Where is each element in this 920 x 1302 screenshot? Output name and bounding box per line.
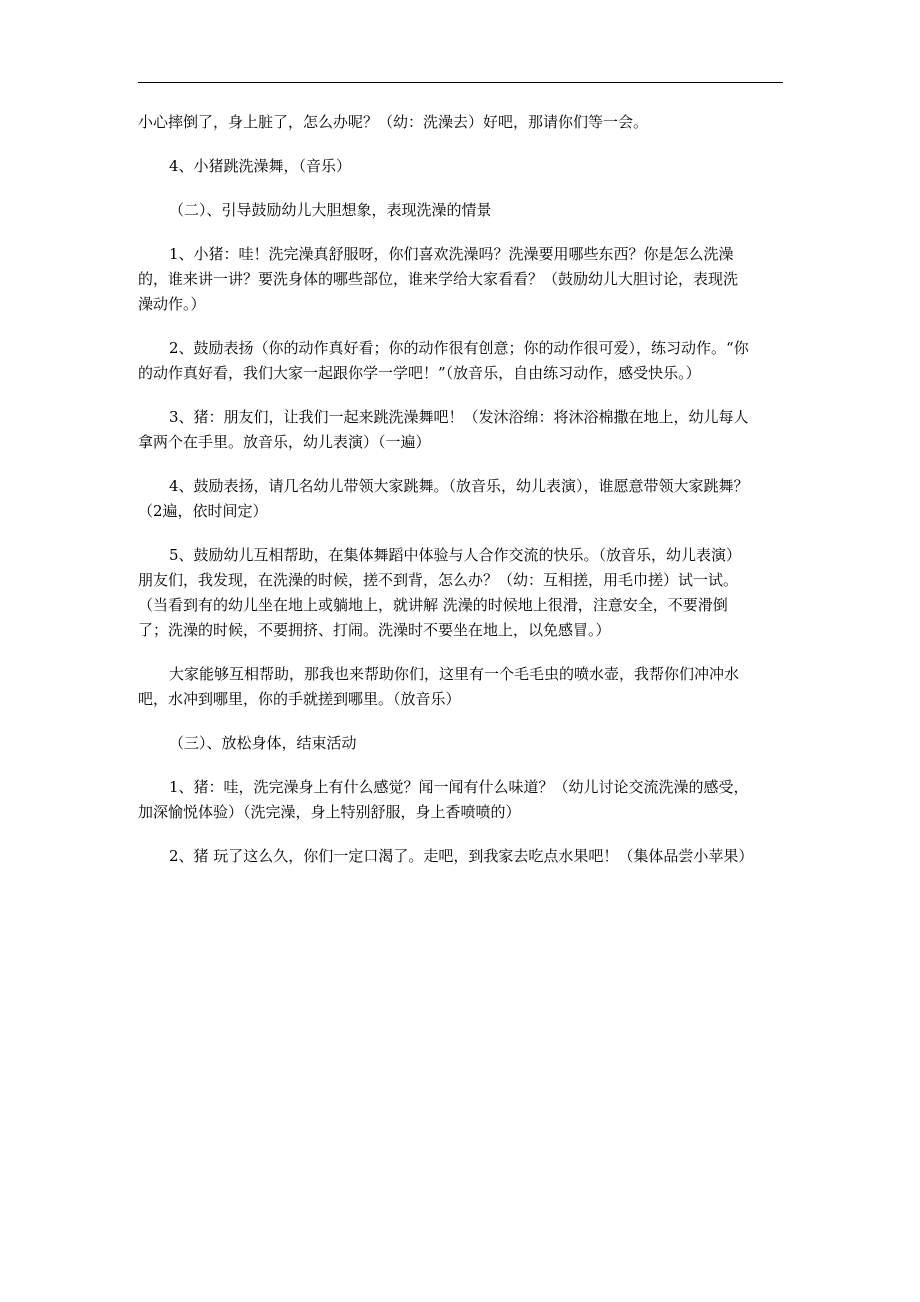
paragraph-7 xyxy=(138,474,790,524)
text-line: 澡动作。） xyxy=(138,295,206,313)
text-line: （三）、放松身体，结束活动 xyxy=(169,734,357,752)
paragraph-1 xyxy=(138,110,790,135)
paragraph-8 xyxy=(138,543,790,643)
text-line: （当看到有的幼儿坐在地上或躺地上，就讲解 洗澡的时候地上很滑，注意安全，不要滑倒 xyxy=(138,596,728,614)
section-heading-2 xyxy=(138,198,790,223)
text-line: 2、鼓励表扬（你的动作真好看；你的动作很有创意；你的动作很可爱），练习动作。“你 xyxy=(169,339,749,357)
text-line: 加深愉悦体验）（洗完澡，身上特别舒服，身上香喷喷的） xyxy=(138,803,521,821)
text-line: 的，谁来讲一讲？要洗身体的哪些部位，谁来学给大家看看？（鼓励幼儿大胆讨论，表现洗 xyxy=(138,270,739,288)
header-rule xyxy=(138,82,783,83)
text-line: 吧，水冲到哪里，你的手就搓到哪里。（放音乐） xyxy=(138,690,461,708)
section-heading-3 xyxy=(138,731,790,756)
text-line: 了；洗澡的时候，不要拥挤、打闹。洗澡时不要坐在地上，以免感冒。） xyxy=(138,621,611,639)
text-line: 拿两个在手里。放音乐，幼儿表演）（一遍） xyxy=(138,433,431,451)
paragraph-2 xyxy=(138,154,790,179)
text-line: 大家能够互相帮助，那我也来帮助你们，这里有一个毛毛虫的喷水壶，我帮你们冲冲水 xyxy=(169,665,740,683)
paragraph-6 xyxy=(138,405,790,455)
text-line: 1、猪：哇，洗完澡身上有什么感觉？闻一闻有什么味道？（幼儿讨论交流洗澡的感受， xyxy=(169,778,749,796)
text-line: 朋友们，我发现，在洗澡的时候，搓不到背，怎么办？（幼：互相搓，用毛巾搓）试一试。 xyxy=(138,571,739,589)
text-line: 3、猪：朋友们，让我们一起来跳洗澡舞吧！（发沐浴绵：将沐浴棉撒在地上，幼儿每人 xyxy=(169,408,749,426)
paragraph-12 xyxy=(138,844,790,869)
paragraph-11 xyxy=(138,775,790,825)
text-line: 1、小猪：哇！洗完澡真舒服呀，你们喜欢洗澡吗？洗澡要用哪些东西？你是怎么洗澡 xyxy=(169,245,734,263)
text-line: （二）、引导鼓励幼儿大胆想象，表现洗澡的情景 xyxy=(169,201,492,219)
document-body xyxy=(138,110,790,888)
text-line: 4、鼓励表扬，请几名幼儿带领大家跳舞。（放音乐，幼儿表演），谁愿意带领大家跳舞？ xyxy=(169,477,749,495)
text-line: 4、小猪跳洗澡舞，（音乐） xyxy=(169,157,352,175)
text-line: 5、鼓励幼儿互相帮助，在集体舞蹈中体验与人合作交流的快乐。（放音乐，幼儿表演） xyxy=(169,546,742,564)
paragraph-5 xyxy=(138,336,790,386)
text-line: 的动作真好看，我们大家一起跟你学一学吧！”（放音乐，自由练习动作，感受快乐。） xyxy=(138,364,701,382)
paragraph-4 xyxy=(138,242,790,317)
text-line: （2遍，依时间定） xyxy=(138,502,268,520)
text-line: 2、猪 玩了这么久，你们一定口渴了。走吧，到我家去吃点水果吧！（集体品尝小苹果） xyxy=(169,847,754,865)
text-line: 小心摔倒了，身上脏了，怎么办呢？（幼：洗澡去）好吧，那请你们等一会。 xyxy=(138,113,649,131)
paragraph-9 xyxy=(138,662,790,712)
